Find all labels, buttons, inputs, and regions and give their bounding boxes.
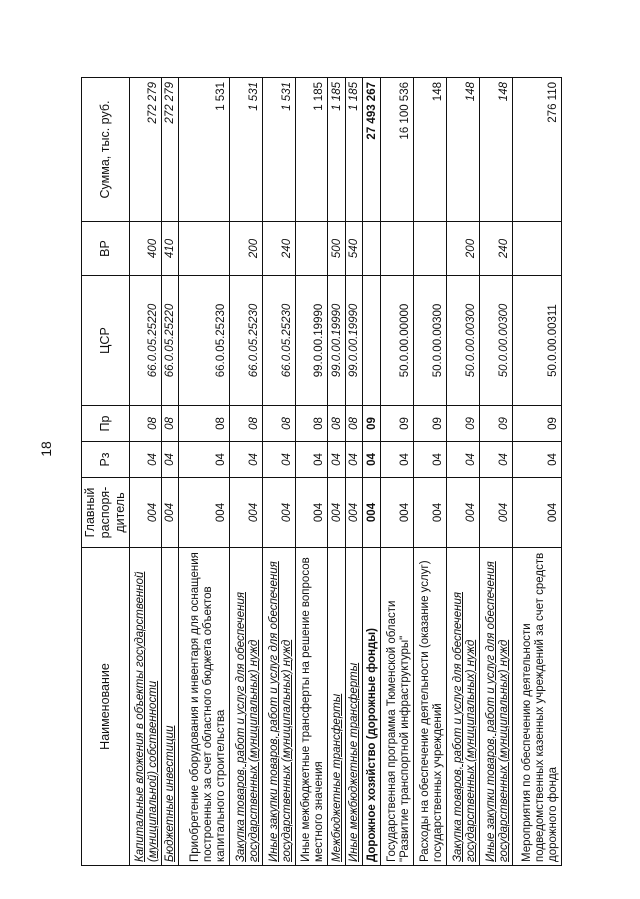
row-main-manager: 004 bbox=[179, 478, 229, 548]
row-vr: 200 bbox=[446, 222, 479, 276]
table-row bbox=[512, 78, 561, 866]
row-pr: 09 bbox=[446, 406, 479, 442]
row-csr: 50.0.00.00300 bbox=[413, 276, 446, 406]
row-csr: 66.0.05.25230 bbox=[229, 276, 262, 406]
row-sum: 148 bbox=[479, 78, 512, 222]
row-pr: 09 bbox=[512, 406, 561, 442]
page-number: 18 bbox=[38, 441, 54, 457]
row-pr: 08 bbox=[345, 406, 363, 442]
row-vr bbox=[413, 222, 446, 276]
row-sum: 1 185 bbox=[295, 78, 328, 222]
row-rz: 04 bbox=[446, 442, 479, 478]
row-name: Иные межбюджетные трансферты на решение вопросов местного значения bbox=[295, 548, 328, 866]
row-main-manager: 004 bbox=[446, 478, 479, 548]
row-vr bbox=[295, 222, 328, 276]
row-name: Мероприятия по обеспечению деятельности подведомственных казенных учреждений за счет средств дорожного фонда bbox=[512, 548, 561, 866]
row-main-manager: 004 bbox=[328, 478, 346, 548]
row-pr: 09 bbox=[479, 406, 512, 442]
row-name: Расходы на обеспечение деятельности (оказание услуг) государственных учреждений bbox=[413, 548, 446, 866]
row-pr: 08 bbox=[295, 406, 328, 442]
row-main-manager: 004 bbox=[363, 478, 381, 548]
header-name: Наименование bbox=[82, 548, 130, 866]
row-vr: 540 bbox=[345, 222, 363, 276]
table-row bbox=[328, 78, 346, 866]
table-row bbox=[262, 78, 295, 866]
row-csr: 99.0.00.19990 bbox=[345, 276, 363, 406]
row-csr: 50.0.00.00311 bbox=[512, 276, 561, 406]
row-vr bbox=[381, 222, 414, 276]
table-row bbox=[179, 78, 229, 866]
row-main-manager: 004 bbox=[161, 478, 179, 548]
row-sum: 16 100 536 bbox=[381, 78, 414, 222]
row-sum: 276 110 bbox=[512, 78, 561, 222]
header-rz: Рз bbox=[82, 442, 130, 478]
row-pr: 09 bbox=[381, 406, 414, 442]
row-pr: 09 bbox=[413, 406, 446, 442]
row-sum: 1 531 bbox=[229, 78, 262, 222]
row-vr: 400 bbox=[130, 222, 162, 276]
row-name: Государственная программа Тюменской области "Развитие транспортной инфраструктуры" bbox=[381, 548, 414, 866]
row-vr: 200 bbox=[229, 222, 262, 276]
row-main-manager: 004 bbox=[295, 478, 328, 548]
row-main-manager: 004 bbox=[479, 478, 512, 548]
table-row bbox=[161, 78, 179, 866]
row-csr: 50.0.00.00300 bbox=[446, 276, 479, 406]
row-pr: 09 bbox=[363, 406, 381, 442]
row-sum: 148 bbox=[413, 78, 446, 222]
row-name: Иные закупки товаров, работ и услуг для обеспечения государственных (муниципальных) нужд bbox=[262, 548, 295, 866]
row-main-manager: 004 bbox=[413, 478, 446, 548]
row-pr: 08 bbox=[262, 406, 295, 442]
row-csr: 50.0.00.00000 bbox=[381, 276, 414, 406]
row-rz: 04 bbox=[363, 442, 381, 478]
table-row bbox=[413, 78, 446, 866]
row-rz: 04 bbox=[381, 442, 414, 478]
row-rz: 04 bbox=[130, 442, 162, 478]
row-csr: 66.0.05.25230 bbox=[262, 276, 295, 406]
row-vr bbox=[179, 222, 229, 276]
row-name: Иные межбюджетные трансферты bbox=[345, 548, 363, 866]
rotated-page-content bbox=[81, 78, 562, 866]
row-csr: 50.0.00.00300 bbox=[479, 276, 512, 406]
row-rz: 04 bbox=[229, 442, 262, 478]
table-row bbox=[363, 78, 381, 866]
row-sum: 1 531 bbox=[179, 78, 229, 222]
row-name: Приобретение оборудования и инвентаря для оснащения построенных за счет областного бюджета объектов капитального строительства bbox=[179, 548, 229, 866]
row-main-manager: 004 bbox=[130, 478, 162, 548]
row-vr: 410 bbox=[161, 222, 179, 276]
row-vr: 500 bbox=[328, 222, 346, 276]
row-sum: 1 185 bbox=[345, 78, 363, 222]
row-csr: 66.0.05.25220 bbox=[161, 276, 179, 406]
row-pr: 08 bbox=[179, 406, 229, 442]
row-rz: 04 bbox=[179, 442, 229, 478]
row-name: Дорожное хозяйство (дорожные фонды) bbox=[363, 548, 381, 866]
table-row bbox=[479, 78, 512, 866]
row-rz: 04 bbox=[262, 442, 295, 478]
row-name: Иные закупки товаров, работ и услуг для обеспечения государственных (муниципальных) нужд bbox=[479, 548, 512, 866]
table-header-row bbox=[82, 78, 130, 866]
row-sum: 272 279 bbox=[130, 78, 162, 222]
row-name: Закупка товаров, работ и услуг для обеспечения государственных (муниципальных) нужд bbox=[229, 548, 262, 866]
row-rz: 04 bbox=[328, 442, 346, 478]
row-sum: 148 bbox=[446, 78, 479, 222]
row-pr: 08 bbox=[229, 406, 262, 442]
header-sum: Сумма, тыс. руб. bbox=[82, 78, 130, 222]
row-pr: 08 bbox=[130, 406, 162, 442]
row-pr: 08 bbox=[161, 406, 179, 442]
row-csr: 99.0.00.19990 bbox=[295, 276, 328, 406]
row-name: Капитальные вложения в объекты государственной (муниципальной) собственности bbox=[130, 548, 162, 866]
table-row bbox=[446, 78, 479, 866]
row-vr: 240 bbox=[479, 222, 512, 276]
row-name: Закупка товаров, работ и услуг для обеспечения государственных (муниципальных) нужд bbox=[446, 548, 479, 866]
row-pr: 08 bbox=[328, 406, 346, 442]
row-main-manager: 004 bbox=[229, 478, 262, 548]
row-rz: 04 bbox=[512, 442, 561, 478]
row-rz: 04 bbox=[345, 442, 363, 478]
row-main-manager: 004 bbox=[262, 478, 295, 548]
table-row bbox=[229, 78, 262, 866]
header-pr: Пр bbox=[82, 406, 130, 442]
row-rz: 04 bbox=[479, 442, 512, 478]
table-row bbox=[381, 78, 414, 866]
row-csr: 99.0.00.19990 bbox=[328, 276, 346, 406]
row-sum: 1 185 bbox=[328, 78, 346, 222]
row-main-manager: 004 bbox=[381, 478, 414, 548]
row-sum: 272 279 bbox=[161, 78, 179, 222]
row-sum: 27 493 267 bbox=[363, 78, 381, 222]
table-row bbox=[130, 78, 162, 866]
row-main-manager: 004 bbox=[345, 478, 363, 548]
row-csr: 66.0.05.25220 bbox=[130, 276, 162, 406]
table-row bbox=[295, 78, 328, 866]
row-sum: 1 531 bbox=[262, 78, 295, 222]
header-csr: ЦСР bbox=[82, 276, 130, 406]
row-rz: 04 bbox=[161, 442, 179, 478]
header-vr: ВР bbox=[82, 222, 130, 276]
row-vr: 240 bbox=[262, 222, 295, 276]
header-main-manager: Главный распоря-дитель bbox=[82, 478, 130, 548]
row-name: Межбюджетные трансферты bbox=[328, 548, 346, 866]
row-csr: 66.0.05.25230 bbox=[179, 276, 229, 406]
row-main-manager: 004 bbox=[512, 478, 561, 548]
row-rz: 04 bbox=[295, 442, 328, 478]
row-name: Бюджетные инвестиции bbox=[161, 548, 179, 866]
row-vr bbox=[512, 222, 561, 276]
row-vr bbox=[363, 222, 381, 276]
table-row bbox=[345, 78, 363, 866]
budget-table bbox=[81, 77, 562, 866]
table-body bbox=[130, 78, 562, 866]
row-rz: 04 bbox=[413, 442, 446, 478]
row-csr bbox=[363, 276, 381, 406]
